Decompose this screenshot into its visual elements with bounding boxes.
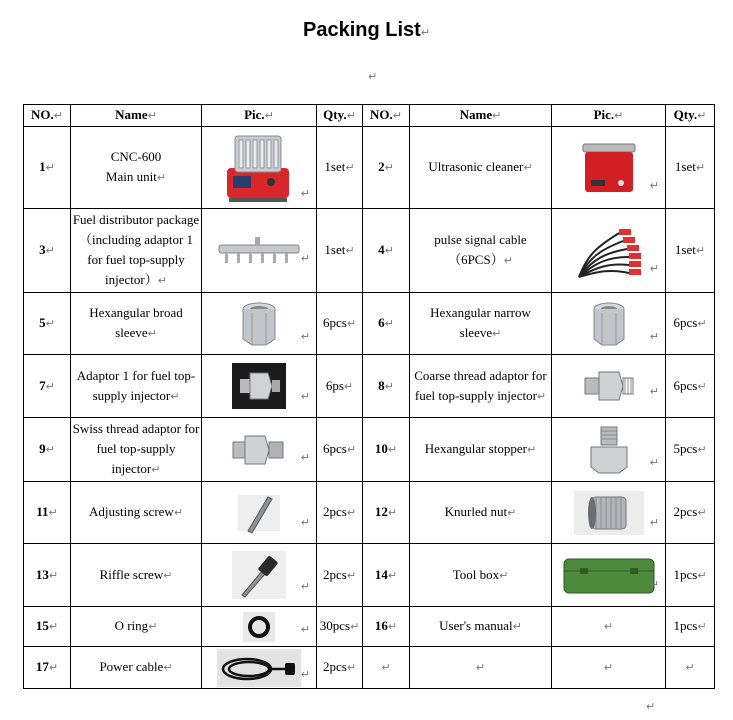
- item-quantity: 2pcs↵: [317, 544, 363, 607]
- paragraph-mark: ↵: [381, 661, 391, 674]
- paragraph-mark: ↵: [384, 161, 394, 174]
- paragraph-mark: ↵: [163, 568, 173, 582]
- page-title: Packing List↵: [302, 19, 431, 41]
- header-no: NO.↵: [363, 105, 410, 127]
- table-row: [24, 293, 715, 355]
- paragraph-mark: ↵: [646, 700, 656, 713]
- item-number: 7↵: [24, 355, 71, 418]
- paragraph-mark: ↵: [173, 506, 184, 519]
- paragraph-mark: ↵: [420, 26, 431, 39]
- paragraph-mark: ↵: [45, 161, 55, 174]
- item-number: 10↵: [363, 418, 410, 482]
- paragraph-mark: ↵: [157, 274, 167, 287]
- paragraph-mark: ↵: [45, 443, 55, 456]
- item-name: O ring↵: [71, 607, 202, 647]
- item-quantity: 1set↵: [317, 127, 363, 209]
- item-picture: [202, 209, 317, 293]
- item-number: 11↵: [24, 482, 71, 544]
- paragraph-mark: ↵: [387, 620, 398, 633]
- item-name: Fuel distributor package（including adaptor 1 for fuel top-supply injector）↵: [71, 209, 202, 293]
- item-name: Swiss thread adaptor for fuel top-supply injector↵: [71, 418, 202, 482]
- fuel-distributor-icon: [211, 231, 307, 271]
- item-picture: [552, 418, 666, 482]
- item-picture: [202, 418, 317, 482]
- item-picture: [552, 293, 666, 355]
- paragraph-mark: ↵: [343, 379, 354, 393]
- paragraph-mark: ↵: [649, 385, 659, 398]
- hex-stopper-icon: [587, 425, 631, 475]
- item-number: 9↵: [24, 418, 71, 482]
- item-picture: [202, 647, 317, 689]
- paragraph-mark: ↵: [387, 506, 398, 519]
- o-ring-icon: [243, 612, 275, 642]
- paragraph-mark: ↵: [649, 178, 659, 192]
- paragraph-mark: ↵: [697, 568, 707, 582]
- paragraph-mark: ↵: [685, 661, 695, 674]
- adjusting-screw-icon: [234, 491, 284, 535]
- paragraph-mark: ↵: [170, 389, 180, 403]
- paragraph-mark: ↵: [387, 443, 398, 456]
- item-picture: [552, 482, 666, 544]
- item-picture: [552, 607, 666, 647]
- paragraph-mark: ↵: [697, 317, 707, 330]
- item-name: Coarse thread adaptor for fuel top-supply injector↵: [410, 355, 552, 418]
- item-quantity: 1pcs↵: [666, 544, 715, 607]
- paragraph-mark: ↵: [151, 463, 161, 476]
- paragraph-mark: ↵: [603, 660, 614, 674]
- item-quantity: 2pcs↵: [317, 647, 363, 689]
- item-name: User's manual↵: [410, 607, 552, 647]
- header-pic: Pic.↵: [202, 105, 317, 127]
- item-name: CNC-600 Main unit↵: [71, 127, 202, 209]
- item-picture: [202, 293, 317, 355]
- item-number: 5↵: [24, 293, 71, 355]
- paragraph-mark: ↵: [512, 620, 522, 633]
- item-picture: [202, 544, 317, 607]
- item-picture: [202, 355, 317, 418]
- item-quantity: 6pcs↵: [317, 418, 363, 482]
- swiss-thread-adaptor-icon: [231, 430, 287, 470]
- table-row: [24, 418, 715, 482]
- table-row: [24, 607, 715, 647]
- item-number: 13↵: [24, 544, 71, 607]
- item-quantity: 6pcs↵: [666, 355, 715, 418]
- paragraph-mark: ↵: [148, 620, 158, 633]
- paragraph-mark: ↵: [45, 317, 55, 330]
- paragraph-mark: ↵: [346, 661, 357, 674]
- item-name: Adaptor 1 for fuel top-supply injector↵: [71, 355, 202, 418]
- paragraph-mark: ↵: [475, 661, 486, 674]
- header-name: Name↵: [71, 105, 202, 127]
- item-name: Hexangular stopper↵: [410, 418, 552, 482]
- pulse-cable-icon: [571, 221, 647, 281]
- paragraph-mark: ↵: [697, 379, 707, 393]
- paragraph-mark: ↵: [649, 578, 659, 591]
- paragraph-mark: ↵: [603, 619, 614, 633]
- item-number: 8↵: [363, 355, 410, 418]
- paragraph-mark: ↵: [48, 568, 59, 582]
- header-pic: Pic.↵: [552, 105, 666, 127]
- item-picture: [202, 607, 317, 647]
- item-picture: [552, 647, 666, 689]
- ultrasonic-cleaner-icon: [577, 138, 641, 198]
- item-number: 16↵: [363, 607, 410, 647]
- item-name: Hexangular broad sleeve↵: [71, 293, 202, 355]
- machine-icon: [221, 130, 297, 206]
- item-name: Hexangular narrow sleeve↵: [410, 293, 552, 355]
- paragraph-mark: ↵: [697, 443, 707, 456]
- header-no: NO.↵: [24, 105, 71, 127]
- item-quantity: 1set↵: [317, 209, 363, 293]
- header-name: Name↵: [410, 105, 552, 127]
- item-number: 15↵: [24, 607, 71, 647]
- paragraph-mark: ↵: [300, 450, 310, 464]
- table-row: [24, 544, 715, 607]
- item-name: Ultrasonic cleaner↵: [410, 127, 552, 209]
- item-picture: [202, 482, 317, 544]
- paragraph-mark: ↵: [346, 317, 357, 330]
- item-picture: [552, 209, 666, 293]
- paragraph-mark: ↵: [48, 506, 58, 519]
- item-name: Riffle screw↵: [71, 544, 202, 607]
- table-row: [24, 127, 715, 209]
- item-picture: [552, 127, 666, 209]
- item-picture: [552, 544, 666, 607]
- paragraph-mark: ↵: [649, 329, 659, 343]
- item-quantity: 1set↵: [666, 127, 715, 209]
- paragraph-mark: ↵: [300, 251, 310, 265]
- paragraph-mark: ↵: [156, 171, 167, 184]
- item-quantity: 6pcs↵: [666, 293, 715, 355]
- item-name: pulse signal cable（6PCS）↵: [410, 209, 552, 293]
- item-quantity: 5pcs↵: [666, 418, 715, 482]
- paragraph-mark: ↵: [536, 389, 547, 403]
- paragraph-mark: ↵: [695, 161, 706, 174]
- item-name: Power cable↵: [71, 647, 202, 689]
- paragraph-mark: ↵: [48, 661, 59, 674]
- paragraph-mark: ↵: [526, 443, 537, 456]
- paragraph-mark: ↵: [48, 620, 59, 633]
- paragraph-mark: ↵: [384, 317, 394, 330]
- paragraph-mark: ↵: [45, 379, 55, 393]
- paragraph-mark: ↵: [507, 506, 517, 519]
- item-name: Tool box↵: [410, 544, 552, 607]
- paragraph-mark: ↵: [346, 443, 357, 456]
- paragraph-mark: ↵: [300, 667, 310, 681]
- header-qty: Qty.↵: [317, 105, 363, 127]
- paragraph-mark: ↵: [345, 161, 355, 174]
- paragraph-mark: ↵: [384, 379, 394, 393]
- item-number: 6↵: [363, 293, 410, 355]
- paragraph-mark: ↵: [697, 506, 707, 519]
- power-cable-icon: [217, 649, 301, 687]
- item-quantity: 2pcs↵: [666, 482, 715, 544]
- item-quantity: 6ps↵: [317, 355, 363, 418]
- item-quantity: 1set↵: [666, 209, 715, 293]
- paragraph-mark: ↵: [300, 329, 310, 343]
- paragraph-mark: ↵: [300, 390, 310, 403]
- item-number: 12↵: [363, 482, 410, 544]
- item-quantity: 6pcs↵: [317, 293, 363, 355]
- item-number: 4↵: [363, 209, 410, 293]
- paragraph-mark: ↵: [499, 568, 509, 582]
- item-number: [363, 647, 410, 689]
- paragraph-mark: ↵: [346, 506, 357, 519]
- paragraph-mark: ↵: [695, 244, 706, 257]
- item-name: [410, 647, 552, 689]
- header-row: [24, 105, 715, 127]
- item-name: Knurled nut↵: [410, 482, 552, 544]
- table-row: [24, 209, 715, 293]
- paragraph-mark: ↵: [345, 244, 355, 257]
- paragraph-mark: ↵: [649, 261, 659, 275]
- adaptor-icon: [232, 363, 286, 409]
- table-row: [24, 482, 715, 544]
- item-quantity: [666, 647, 715, 689]
- item-number: 3↵: [24, 209, 71, 293]
- paragraph-mark: ↵: [492, 327, 502, 340]
- paragraph-mark: ↵: [45, 244, 55, 257]
- paragraph-mark: ↵: [523, 161, 533, 174]
- paragraph-mark: ↵: [649, 515, 659, 529]
- riffle-screw-icon: [232, 551, 286, 599]
- paragraph-mark: ↵: [300, 622, 310, 636]
- item-number: 2↵: [363, 127, 410, 209]
- paragraph-mark: ↵: [387, 568, 398, 582]
- knurled-nut-icon: [574, 491, 644, 535]
- item-picture: [552, 355, 666, 418]
- item-quantity: 1pcs↵: [666, 607, 715, 647]
- paragraph-mark: ↵: [346, 568, 357, 582]
- item-picture: [202, 127, 317, 209]
- hex-narrow-sleeve-icon: [584, 299, 634, 349]
- item-quantity: 30pcs↵: [317, 607, 363, 647]
- table-row: [24, 355, 715, 418]
- header-qty: Qty.↵: [666, 105, 715, 127]
- item-name: Adjusting screw↵: [71, 482, 202, 544]
- paragraph-mark: ↵: [300, 186, 310, 200]
- paragraph-mark: ↵: [649, 455, 659, 469]
- coarse-thread-adaptor-icon: [581, 368, 637, 404]
- table-row: [24, 647, 715, 689]
- paragraph-mark: ↵: [163, 661, 173, 674]
- paragraph-mark: ↵: [300, 515, 310, 529]
- paragraph-mark: ↵: [384, 244, 394, 257]
- item-number: 17↵: [24, 647, 71, 689]
- paragraph-mark: ↵: [147, 327, 157, 340]
- paragraph-mark: ↵: [697, 620, 707, 633]
- item-number: 14↵: [363, 544, 410, 607]
- packing-list-table: [23, 104, 715, 689]
- paragraph-mark: ↵: [368, 70, 378, 83]
- hex-broad-sleeve-icon: [234, 299, 284, 349]
- item-number: 1↵: [24, 127, 71, 209]
- paragraph-mark: ↵: [350, 620, 360, 633]
- paragraph-mark: ↵: [503, 254, 513, 267]
- paragraph-mark: ↵: [300, 580, 310, 593]
- item-quantity: 2pcs↵: [317, 482, 363, 544]
- tool-box-icon: [560, 553, 658, 597]
